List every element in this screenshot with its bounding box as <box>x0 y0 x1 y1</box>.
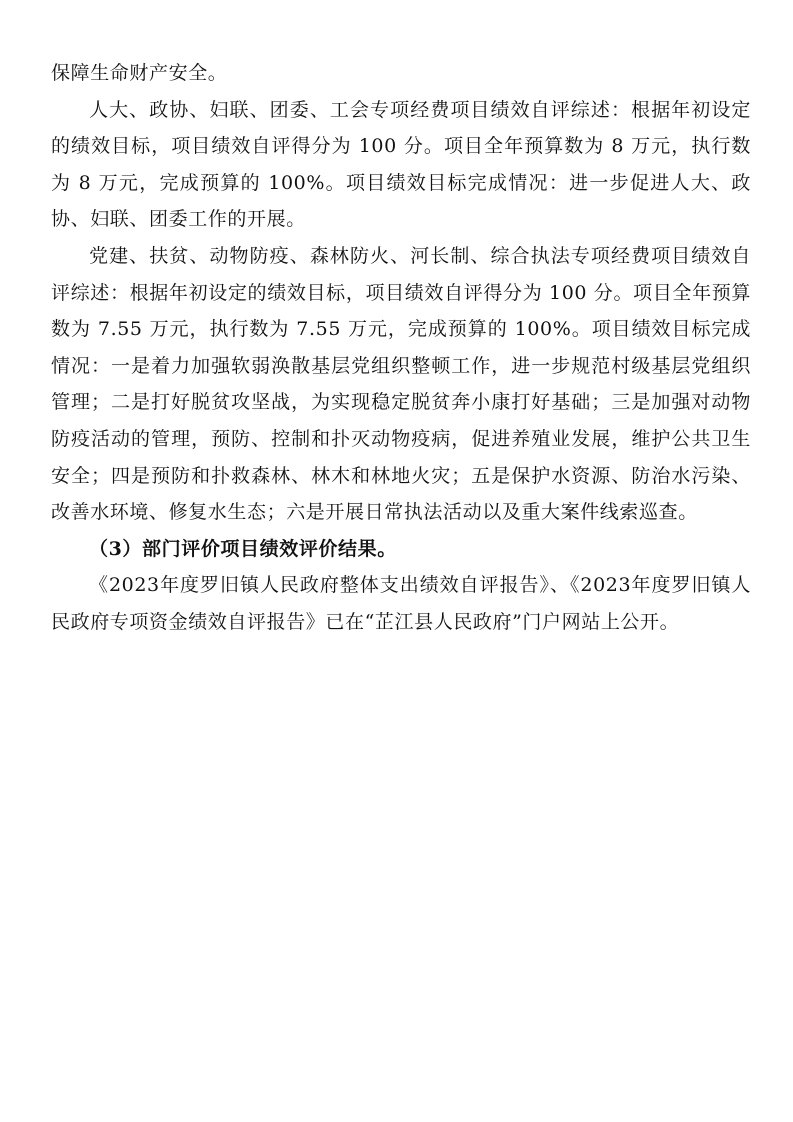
paragraph-renda-project: 人大、政协、妇联、团委、工会专项经费项目绩效自评综述：根据年初设定的绩效目标，项目绩效自评得分为 100 分。项目全年预算数为 8 万元，执行数为 8 万元，完成预算的 100%。项目绩效目标完成情况：进一步促进人大、政协、妇联、团委工作的开展。 <box>51 98 751 231</box>
paragraph-continuation: 保障生命财产安全。 <box>51 62 228 84</box>
document-body <box>51 55 751 641</box>
paragraph-dangjian-project: 党建、扶贫、动物防疫、森林防火、河长制、综合执法专项经费项目绩效自评综述：根据年初设定的绩效目标，项目绩效自评得分为 100 分。项目全年预算数为 7.55 万元，执行数为 7.55 万元，完成预算的 100%。项目绩效目标完成情况：一是着力加强软弱涣散基层党组织整顿工作，进一步规范村级基层党组织管理；二是打好脱贫攻坚战，为实现稳定脱贫奔小康打好基础；三是加强对动物防疫活动的管理，预防、控制和扑灭动物疫病，促进养殖业发展，维护公共卫生安全；四是预防和扑救森林、林木和林地火灾；五是保护水资源、防治水污染、改善水环境、修复水生态；六是开展日常执法活动以及重大案件线索巡查。 <box>51 244 751 524</box>
paragraph-report-disclosure: 《2023年度罗旧镇人民政府整体支出绩效自评报告》、《2023年度罗旧镇人民政府专项资金绩效自评报告》已在“芷江县人民政府”门户网站上公开。 <box>51 574 751 633</box>
section-heading: （3）部门评价项目绩效评价结果。 <box>89 537 397 560</box>
